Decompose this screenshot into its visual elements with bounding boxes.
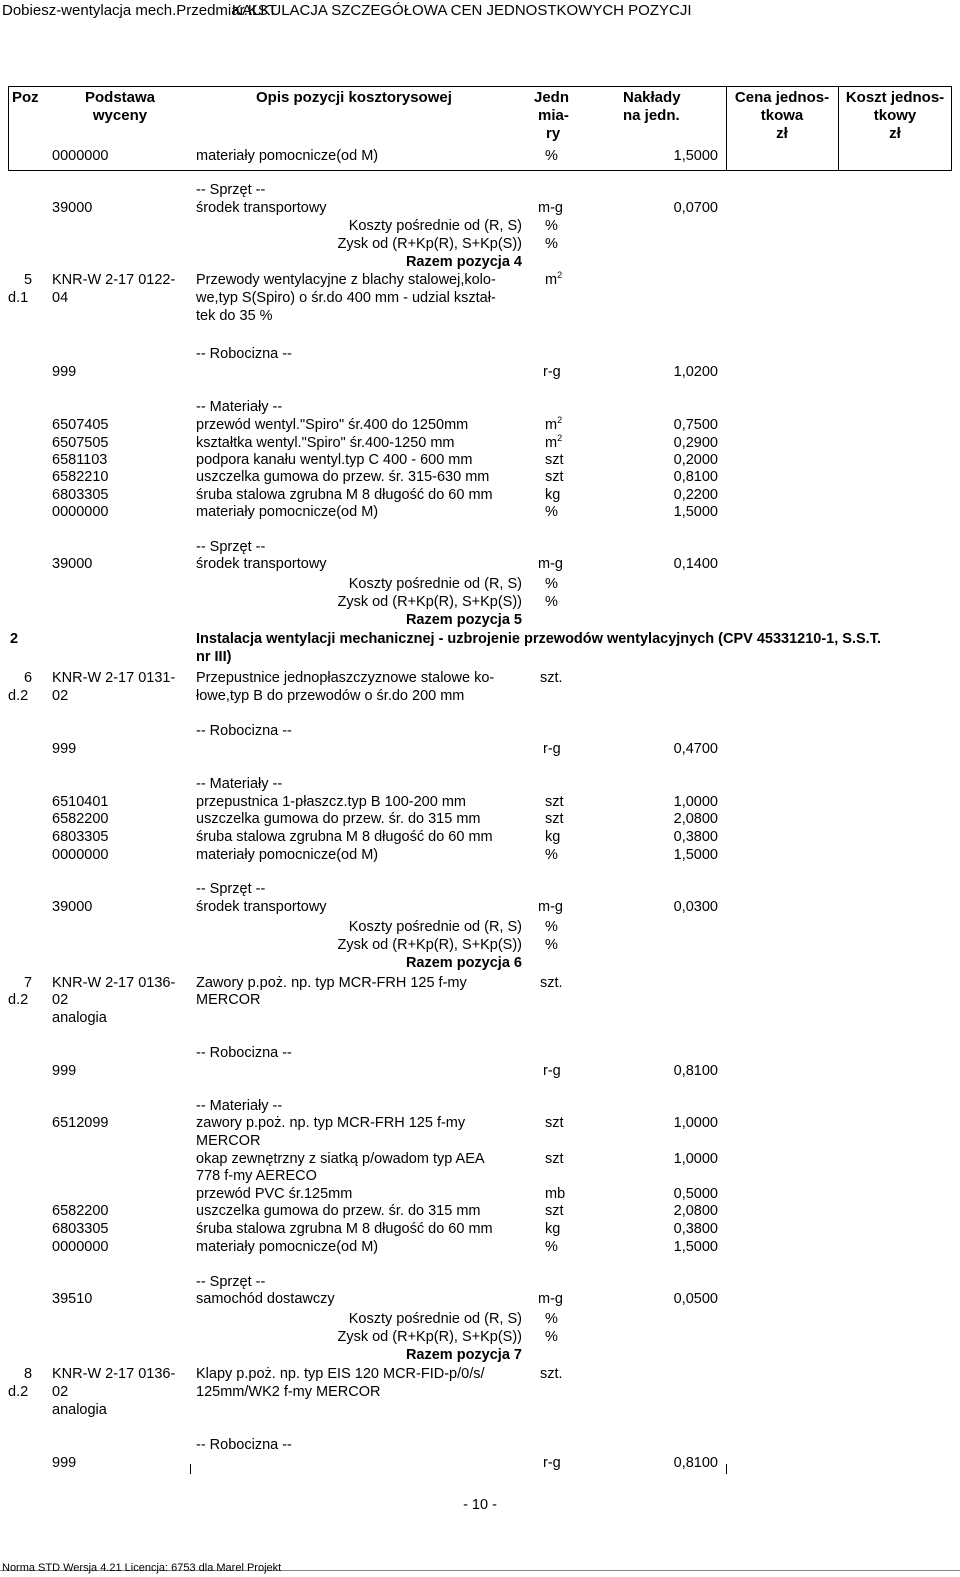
- resource-code: 39510: [52, 1291, 93, 1307]
- position-desc: Klapy p.poż. np. typ EIS 120 MCR-FID-p/0/s/: [196, 1366, 485, 1382]
- resource-qty: 1,0000: [673, 794, 718, 810]
- resource-desc: podpora kanału wentyl.typ C 400 - 600 mm: [196, 452, 473, 468]
- table-left-border: [8, 86, 9, 171]
- table-right-border: [951, 86, 952, 171]
- section-label-labour: -- Robocizna --: [196, 1045, 292, 1061]
- resource-desc: materiały pomocnicze(od M): [196, 504, 379, 520]
- resource-desc: środek transportowy: [196, 200, 327, 216]
- header-koszt-2: tkowy: [873, 107, 917, 124]
- position-basis-2: 02: [52, 992, 69, 1008]
- section-label-labour: -- Robocizna --: [196, 346, 292, 362]
- header-koszt-3: zł: [889, 125, 901, 142]
- position-total-label: Razem pozycja 6: [405, 955, 522, 971]
- position-desc: Przepustnice jednopłaszczyznowe stalowe ko-: [196, 670, 495, 686]
- position-basis-3: analogia: [52, 1402, 107, 1418]
- resource-qty: 0,3800: [673, 1221, 718, 1237]
- section-label-materials: -- Materiały --: [196, 1098, 283, 1114]
- profit-label: Zysk od (R+Kp(R), S+Kp(S)): [337, 1329, 522, 1345]
- resource-unit: m-g: [538, 899, 563, 915]
- profit-label: Zysk od (R+Kp(R), S+Kp(S)): [337, 937, 522, 953]
- resource-code: 6803305: [52, 487, 109, 503]
- resource-qty: 0,2000: [673, 452, 718, 468]
- resource-qty: 0,8100: [673, 1063, 718, 1079]
- resource-desc: uszczelka gumowa do przew. śr. do 315 mm: [196, 1203, 481, 1219]
- resource-qty: 0,0700: [673, 200, 718, 216]
- resource-unit: %: [545, 1239, 558, 1255]
- header-jedn-2: mia-: [538, 107, 569, 124]
- resource-code: 6507405: [52, 417, 109, 433]
- column-tick: [190, 1464, 191, 1474]
- resource-qty: 0,3800: [673, 829, 718, 845]
- resource-unit: szt: [545, 469, 564, 485]
- profit-unit: %: [545, 236, 558, 252]
- resource-qty: 1,5000: [673, 1239, 718, 1255]
- position-total-label: Razem pozycja 4: [405, 254, 522, 270]
- resource-unit: m-g: [538, 200, 563, 216]
- profit-label: Zysk od (R+Kp(R), S+Kp(S)): [337, 594, 522, 610]
- position-number: 5: [24, 272, 33, 288]
- section-title-2: nr III): [196, 649, 232, 665]
- header-naklady-2: na jedn.: [623, 107, 680, 124]
- resource-unit: r-g: [543, 364, 561, 380]
- resource-code: 6803305: [52, 829, 109, 845]
- profit-unit: %: [545, 1329, 558, 1345]
- resource-desc: okap zewnętrzny z siatką p/owadom typ AEA: [196, 1151, 485, 1167]
- position-unit: $m^2$: [545, 270, 563, 288]
- header-jedn-3: ry: [546, 125, 561, 142]
- resource-qty: 0,8100: [673, 1455, 718, 1471]
- header-podstawa-2: wyceny: [92, 107, 148, 124]
- resource-desc: materiały pomocnicze(od M): [196, 1239, 379, 1255]
- resource-qty: 0,2900: [673, 435, 718, 451]
- position-basis: KNR-W 2-17 0122-: [52, 272, 176, 288]
- resource-desc: śruba stalowa zgrubna M 8 długość do 60 mm: [196, 829, 493, 845]
- header-poz: Poz: [12, 89, 39, 106]
- resource-code: 6582200: [52, 1203, 109, 1219]
- resource-qty: 1,0000: [673, 1115, 718, 1131]
- resource-desc: samochód dostawczy: [196, 1291, 335, 1307]
- resource-desc: materiały pomocnicze(od M): [196, 148, 379, 164]
- position-total-label: Razem pozycja 7: [405, 1347, 522, 1363]
- resource-unit: %: [545, 847, 558, 863]
- header-opis: Opis pozycji kosztorysowej: [256, 89, 452, 106]
- resource-code: 999: [52, 364, 77, 380]
- resource-unit: szt: [545, 1151, 564, 1167]
- resource-code: 0000000: [52, 1239, 109, 1255]
- report-title: KALKULACJA SZCZEGÓŁOWA CEN JEDNOSTKOWYCH POZYCJI: [232, 2, 692, 19]
- header-naklady: Nakłady: [623, 89, 681, 106]
- header-cena-3: zł: [776, 125, 788, 142]
- section-title: Instalacja wentylacji mechanicznej - uzbrojenie przewodów wentylacyjnych (CPV 45331210-1, S.S.T.: [196, 631, 881, 647]
- resource-code: 6803305: [52, 1221, 109, 1237]
- resource-desc: uszczelka gumowa do przew. śr. do 315 mm: [196, 811, 481, 827]
- resource-desc-2: MERCOR: [196, 1133, 261, 1149]
- position-unit: szt.: [540, 670, 563, 686]
- position-basis: KNR-W 2-17 0131-: [52, 670, 176, 686]
- resource-unit: szt: [545, 1115, 564, 1131]
- position-number: 6: [24, 670, 33, 686]
- header-cena-2: tkowa: [760, 107, 804, 124]
- resource-desc: uszczelka gumowa do przew. śr. 315-630 mm: [196, 469, 490, 485]
- resource-qty: 0,8100: [673, 469, 718, 485]
- resource-unit: kg: [545, 1221, 561, 1237]
- resource-code: 39000: [52, 899, 93, 915]
- profit-unit: %: [545, 594, 558, 610]
- position-subnumber: d.1: [8, 290, 29, 306]
- section-label-labour: -- Robocizna --: [196, 723, 292, 739]
- resource-qty: 1,5000: [673, 504, 718, 520]
- indirect-costs-label: Koszty pośrednie od (R, S): [348, 576, 522, 592]
- resource-unit: szt: [545, 1203, 564, 1219]
- profit-unit: %: [545, 937, 558, 953]
- section-label-equipment: -- Sprzęt --: [196, 1274, 266, 1290]
- resource-code: 6507505: [52, 435, 109, 451]
- resource-code: 6581103: [52, 452, 108, 468]
- position-desc-2: 125mm/WK2 f-my MERCOR: [196, 1384, 381, 1400]
- section-label-materials: -- Materiały --: [196, 776, 283, 792]
- resource-unit: szt: [545, 794, 564, 810]
- profit-label: Zysk od (R+Kp(R), S+Kp(S)): [337, 236, 522, 252]
- resource-unit: r-g: [543, 1063, 561, 1079]
- footer-text: Norma STD Wersja 4.21 Licencja: 6753 dla Marel Projekt: [2, 1562, 282, 1574]
- resource-desc: przepustnica 1-płaszcz.typ B 100-200 mm: [196, 794, 466, 810]
- resource-desc: przewód wentyl."Spiro" śr.400 do 1250mm: [196, 417, 469, 433]
- indirect-costs-label: Koszty pośrednie od (R, S): [348, 1311, 522, 1327]
- position-basis-3: analogia: [52, 1010, 107, 1026]
- resource-code: 6510401: [52, 794, 109, 810]
- resource-code: 0000000: [52, 847, 109, 863]
- position-basis-2: 02: [52, 1384, 69, 1400]
- indirect-costs-unit: %: [545, 218, 558, 234]
- position-basis: KNR-W 2-17 0136-: [52, 1366, 176, 1382]
- resource-qty: 2,0800: [673, 811, 718, 827]
- position-desc-2: łowe,typ B do przewodów o śr.do 200 mm: [196, 688, 465, 704]
- position-desc-2: MERCOR: [196, 992, 261, 1008]
- resource-desc: zawory p.poż. np. typ MCR-FRH 125 f-my: [196, 1115, 466, 1131]
- resource-code: 999: [52, 1455, 77, 1471]
- position-subnumber: d.2: [8, 992, 29, 1008]
- resource-unit: $m^2$: [545, 433, 563, 451]
- position-desc-2: we,typ S(Spiro) o śr.do 400 mm - udzial kształ-: [196, 290, 496, 306]
- position-unit: szt.: [540, 1366, 563, 1382]
- resource-unit: %: [545, 504, 558, 520]
- resource-unit: r-g: [543, 741, 561, 757]
- resource-unit: kg: [545, 829, 561, 845]
- resource-unit: szt: [545, 452, 564, 468]
- position-subnumber: d.2: [8, 688, 29, 704]
- resource-desc: kształtka wentyl."Spiro" śr.400-1250 mm: [196, 435, 455, 451]
- position-basis-2: 02: [52, 688, 69, 704]
- resource-desc: środek transportowy: [196, 899, 327, 915]
- resource-qty: 0,0300: [673, 899, 718, 915]
- header-cena: Cena jednos-: [734, 89, 830, 106]
- resource-unit: %: [545, 148, 558, 164]
- indirect-costs-label: Koszty pośrednie od (R, S): [348, 218, 522, 234]
- resource-unit: $m^2$: [545, 415, 563, 433]
- section-label-equipment: -- Sprzęt --: [196, 539, 266, 555]
- document-title: Dobiesz-wentylacja mech.Przedmiar.KST: [2, 2, 278, 19]
- resource-desc: środek transportowy: [196, 556, 327, 572]
- resource-desc-2: 778 f-my AERECO: [196, 1168, 317, 1184]
- indirect-costs-unit: %: [545, 1311, 558, 1327]
- section-label-materials: -- Materiały --: [196, 399, 283, 415]
- position-basis: KNR-W 2-17 0136-: [52, 975, 176, 991]
- resource-code: 6582210: [52, 469, 109, 485]
- resource-code: 0000000: [52, 148, 109, 164]
- resource-code: 999: [52, 1063, 77, 1079]
- position-subnumber: d.2: [8, 1384, 29, 1400]
- resource-code: 6512099: [52, 1115, 109, 1131]
- resource-unit: m-g: [538, 1291, 563, 1307]
- position-number: 7: [24, 975, 33, 991]
- table-bottom-border: [8, 170, 952, 171]
- position-desc: Zawory p.poż. np. typ MCR-FRH 125 f-my: [196, 975, 467, 991]
- resource-unit: szt: [545, 811, 564, 827]
- indirect-costs-unit: %: [545, 919, 558, 935]
- section-label-equipment: -- Sprzęt --: [196, 182, 266, 198]
- resource-qty: 0,7500: [673, 417, 718, 433]
- resource-code: 39000: [52, 556, 93, 572]
- resource-qty: 0,2200: [673, 487, 718, 503]
- indirect-costs-label: Koszty pośrednie od (R, S): [348, 919, 522, 935]
- resource-qty: 1,5000: [673, 847, 718, 863]
- resource-qty: 1,5000: [673, 148, 718, 164]
- position-desc-3: tek do 35 %: [196, 308, 273, 324]
- resource-qty: 0,1400: [673, 556, 718, 572]
- header-koszt: Koszt jednos-: [845, 89, 945, 106]
- header-podstawa: Podstawa: [84, 89, 156, 106]
- resource-desc: przewód PVC śr.125mm: [196, 1186, 353, 1202]
- table-top-border: [8, 86, 952, 87]
- resource-desc: materiały pomocnicze(od M): [196, 847, 379, 863]
- resource-desc: śruba stalowa zgrubna M 8 długość do 60 mm: [196, 487, 493, 503]
- resource-qty: 0,0500: [673, 1291, 718, 1307]
- position-total-label: Razem pozycja 5: [405, 612, 522, 628]
- position-basis-2: 04: [52, 290, 69, 306]
- column-tick: [726, 1464, 727, 1474]
- resource-code: 999: [52, 741, 77, 757]
- resource-code: 6582200: [52, 811, 109, 827]
- section-label-equipment: -- Sprzęt --: [196, 881, 266, 897]
- resource-qty: 2,0800: [673, 1203, 718, 1219]
- resource-qty: 1,0000: [673, 1151, 718, 1167]
- page-number: - 10 -: [463, 1497, 497, 1513]
- resource-desc: śruba stalowa zgrubna M 8 długość do 60 mm: [196, 1221, 493, 1237]
- section-label-labour: -- Robocizna --: [196, 1437, 292, 1453]
- indirect-costs-unit: %: [545, 576, 558, 592]
- resource-unit: mb: [545, 1186, 566, 1202]
- resource-unit: m-g: [538, 556, 563, 572]
- resource-unit: kg: [545, 487, 561, 503]
- position-desc: Przewody wentylacyjne z blachy stalowej,kolo-: [196, 272, 496, 288]
- resource-code: 0000000: [52, 504, 109, 520]
- resource-unit: r-g: [543, 1455, 561, 1471]
- position-number: 8: [24, 1366, 33, 1382]
- resource-qty: 0,4700: [673, 741, 718, 757]
- section-number: 2: [10, 631, 19, 647]
- resource-code: 39000: [52, 200, 93, 216]
- header-jedn: Jedn: [534, 89, 570, 106]
- position-unit: szt.: [540, 975, 563, 991]
- resource-qty: 0,5000: [673, 1186, 718, 1202]
- resource-qty: 1,0200: [673, 364, 718, 380]
